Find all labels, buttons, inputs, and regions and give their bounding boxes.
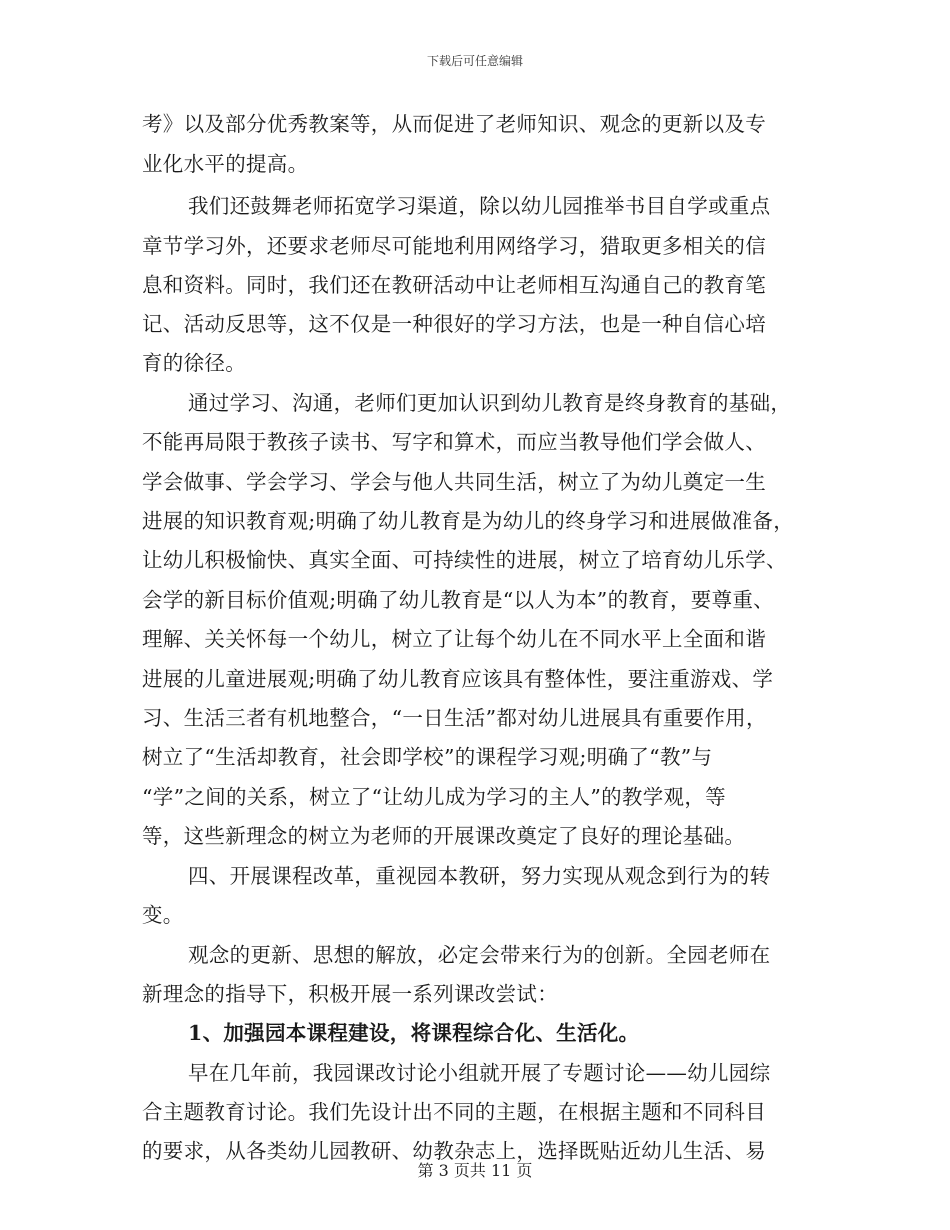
text-line: 的要求，从各类幼儿园教研、幼教杂志上，选择既贴近幼儿生活、易	[142, 1139, 766, 1163]
text-line: 息和资料。同时，我们还在教研活动中让老师相互沟通自己的教育笔	[142, 273, 766, 297]
text-line: 不能再局限于教孩子读书、写字和算术，而应当教导他们学会做人、	[142, 430, 766, 454]
text-line: 我们还鼓舞老师拓宽学习渠道，除以幼儿园推举书目自学或重点	[188, 194, 771, 218]
text-line: 让幼儿积极愉快、真实全面、可持续性的进展，树立了培育幼儿乐学、	[142, 548, 787, 572]
text-line: 早在几年前，我园课改讨论小组就开展了专题讨论——幼儿园综	[188, 1061, 771, 1085]
text-line: 四、开展课程改革，重视园本教研，努力实现从观念到行为的转	[188, 864, 771, 888]
text-line: 树立了“生活却教育，社会即学校”的课程学习观;明确了“教”与	[142, 745, 713, 769]
section-heading: 1、加强园本课程建设，将课程综合化、生活化。	[188, 1021, 640, 1045]
text-line: 进展的知识教育观;明确了幼儿教育是为幼儿的终身学习和进展做准备，	[142, 509, 795, 533]
text-line: 新理念的指导下，积极开展一系列课改尝试：	[142, 982, 558, 1006]
text-line: 育的徐径。	[142, 351, 246, 375]
text-line: 记、活动反思等，这不仅是一种很好的学习方法，也是一种自信心培	[142, 312, 766, 336]
text-line: 等，这些新理念的树立为老师的开展课改奠定了良好的理论基础。	[142, 824, 746, 848]
text-line: 进展的儿童进展观;明确了幼儿教育应该具有整体性，要注重游戏、学	[142, 667, 774, 691]
text-line: 变。	[142, 903, 184, 927]
text-line: 章节学习外，还要求老师尽可能地利用网络学习，猎取更多相关的信	[142, 234, 766, 258]
page-number: 第 3 页共 11 页	[417, 1161, 533, 1180]
page-header: 下载后可任意编辑	[426, 54, 523, 68]
text-line: 业化水平的提高。	[142, 152, 309, 176]
text-line: 学会做事、学会学习、学会与他人共同生活，树立了为幼儿奠定一生	[142, 470, 766, 494]
text-line: “学”之间的关系，树立了“让幼儿成为学习的主人”的教学观，等	[142, 785, 726, 809]
text-line: 通过学习、沟通，老师们更加认识到幼儿教育是终身教育的基础，	[188, 391, 792, 415]
text-line: 理解、关关怀每一个幼儿，树立了让每个幼儿在不同水平上全面和谐	[142, 627, 766, 651]
text-line: 观念的更新、思想的解放，必定会带来行为的创新。全园老师在	[188, 943, 771, 967]
text-line: 合主题教育讨论。我们先设计出不同的主题，在根据主题和不同科目	[142, 1100, 766, 1124]
text-line: 习、生活三者有机地整合，“一日生活”都对幼儿进展具有重要作用，	[142, 706, 767, 730]
text-line: 考》以及部分优秀教案等，从而促进了老师知识、观念的更新以及专	[142, 112, 766, 136]
text-line: 会学的新目标价值观;明确了幼儿教育是“以人为本”的教育，要尊重、	[142, 588, 774, 612]
